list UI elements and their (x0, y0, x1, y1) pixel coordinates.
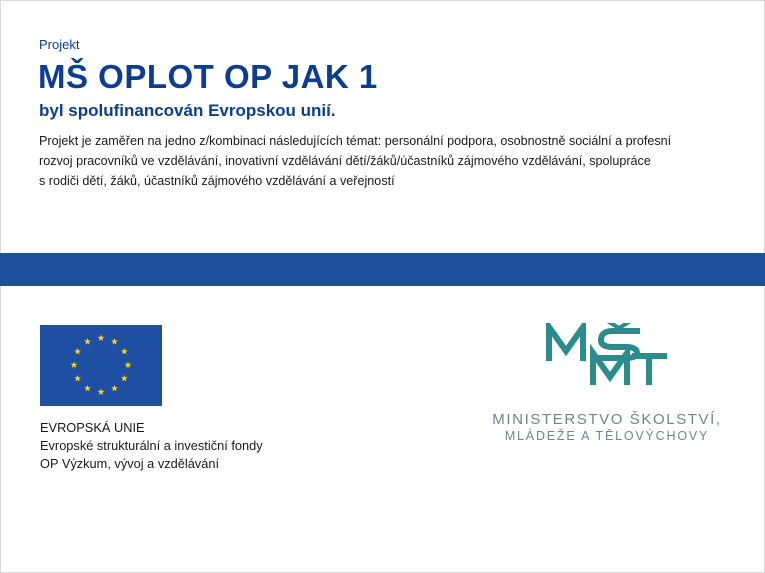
msmt-name-line1: MINISTERSTVO ŠKOLSTVÍ, (492, 411, 722, 428)
project-subtitle: byl spolufinancován Evropskou unií. (39, 101, 336, 120)
eu-line: OP Výzkum, vývoj a vzdělávání (40, 456, 219, 471)
eu-line: Evropské strukturální a investiční fondy (40, 438, 263, 453)
msmt-name-line2: MLÁDEŽE A TĚLOVÝCHOVY (504, 429, 710, 443)
project-kicker: Projekt (39, 37, 80, 52)
project-description (39, 131, 739, 191)
description-line: rozvoj pracovníků ve vzdělávání, inovativní vzdělávání dětí/žáků/účastníků zájmového vzdělávání, spolupráce (39, 154, 651, 168)
msmt-name (482, 411, 732, 443)
eu-line: EVROPSKÁ UNIE (40, 420, 145, 435)
eu-flag-icon (40, 325, 162, 406)
project-title: MŠ OPLOT OP JAK 1 (38, 58, 378, 95)
msmt-logo-icon (543, 323, 668, 385)
description-line: s rodiči dětí, žáků, účastníků zájmového vzdělávání a veřejností (39, 174, 395, 188)
blue-band (0, 253, 765, 286)
description-line: Projekt je zaměřen na jedno z/kombinaci následujících témat: personální podpora, osobnostně sociální a profesní (39, 134, 672, 148)
eu-funding-text (40, 419, 263, 473)
